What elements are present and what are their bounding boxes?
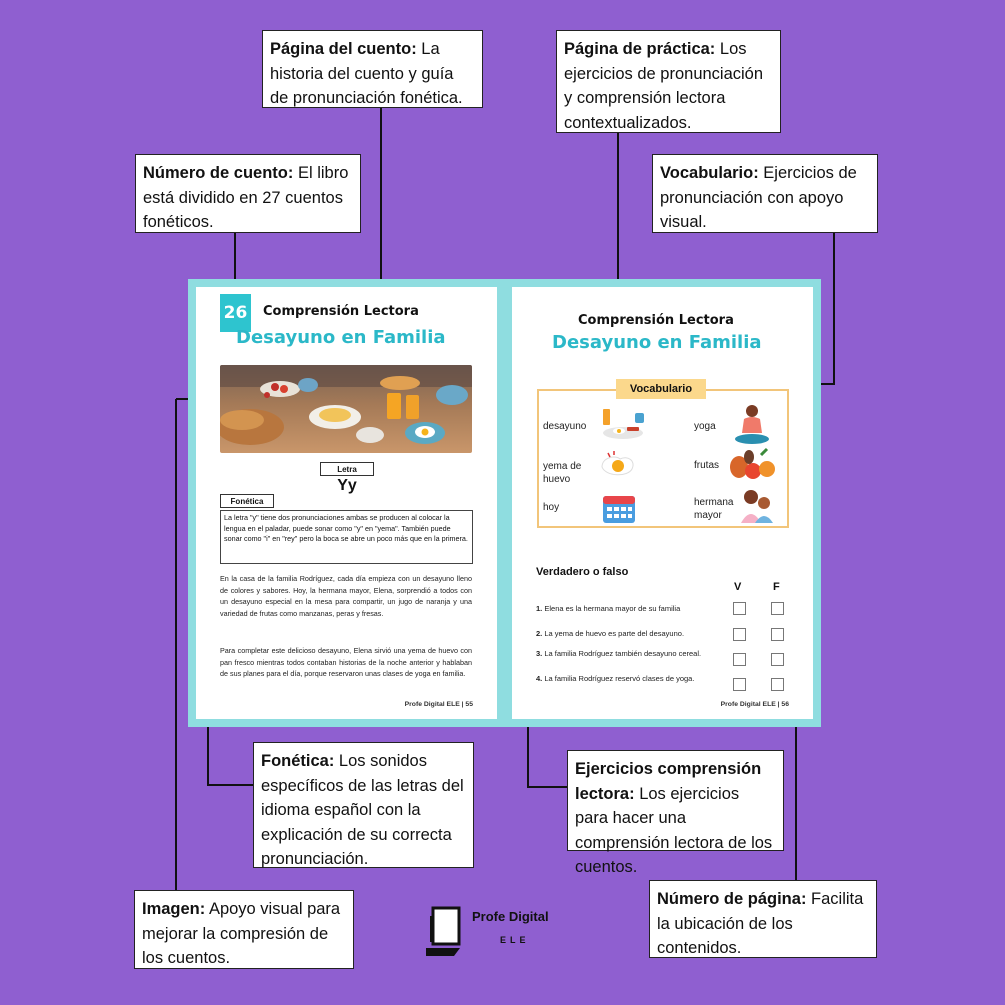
question-1: 1. Elena es la hermana mayor de su familia — [536, 604, 681, 613]
checkbox-false-4[interactable] — [771, 678, 784, 691]
callout-pagina-practica: Página de práctica: Los ejercicios de pronunciación y comprensión lectora contextualizados. — [556, 30, 781, 133]
callout-fonetica: Fonética: Los sonidos específicos de las letras del idioma español con la explicación de su correcta pronunciación. — [253, 742, 474, 868]
page-footer: Profe Digital ELE | 56 — [720, 701, 789, 708]
story-paragraph-1: En la casa de la familia Rodríguez, cada día empieza con un desayuno lleno de colores y sabores. Hoy, la hermana mayor, Elena, sorprendió a todos con un desayuno especial en la mesa para compartir, un jugo de naranja y una variedad de frutas como manzanas, peras y fresas. — [220, 574, 472, 618]
vocab-frutas: frutas — [694, 460, 720, 471]
brand-name: Profe Digital — [472, 909, 549, 924]
callout-imagen: Imagen: Apoyo visual para mejorar la compresión de los cuentos. — [134, 890, 354, 969]
book-spread — [188, 279, 821, 727]
callout-vocabulario: Vocabulario: Ejercicios de pronunciación con apoyo visual. — [652, 154, 878, 233]
calendar-icon — [602, 492, 636, 524]
question-3: 3. La familia Rodríguez también desayuno cereal. — [536, 649, 702, 658]
callout-ejercicios: Ejercicios comprensión lectora: Los ejercicios para hacer una comprensión lectora de los cuentos. — [567, 750, 784, 851]
story-title: Desayuno en Familia — [236, 327, 446, 348]
story-title: Desayuno en Familia — [552, 332, 762, 353]
letter-label: Letra — [320, 462, 374, 476]
brand-subtitle: ELE — [500, 935, 530, 945]
breakfast-photo — [220, 365, 472, 453]
vocab-yema: yema de huevo — [543, 461, 582, 485]
breakfast-icon — [599, 405, 647, 441]
true-header: V — [734, 581, 742, 593]
vocab-hermana: hermana mayor — [694, 497, 734, 521]
vocab-desayuno: desayuno — [543, 421, 587, 432]
page-footer: Profe Digital ELE | 55 — [404, 701, 473, 708]
vocabulary-label: Vocabulario — [616, 379, 706, 399]
checkbox-false-3[interactable] — [771, 653, 784, 666]
checkbox-false-1[interactable] — [771, 602, 784, 615]
section-title: Comprensión Lectora — [263, 304, 419, 319]
section-title: Comprensión Lectora — [578, 313, 734, 328]
checkbox-true-1[interactable] — [733, 602, 746, 615]
checkbox-true-3[interactable] — [733, 653, 746, 666]
fonetica-text: La letra "y" tiene dos pronunciaciones ambas se producen al colocar la lengua en el paladar, puede sonar como "y" en "yema". También puede sonar como "i" en "rey" pero la boca se abre un poco más que en la primera. — [220, 510, 473, 564]
letter: Yy — [337, 477, 357, 494]
yoga-icon — [734, 403, 770, 447]
callout-numero-cuento: Número de cuento: El libro está dividido en 27 cuentos fonéticos. — [135, 154, 361, 233]
question-4: 4. La familia Rodríguez reservó clases de yoga. — [536, 674, 695, 683]
checkbox-true-4[interactable] — [733, 678, 746, 691]
story-number-badge: 26 — [220, 294, 251, 332]
callout-numero-pagina: Número de página: Facilita la ubicación de los contenidos. — [649, 880, 877, 958]
fonetica-label: Fonética — [220, 494, 274, 508]
egg-icon — [598, 451, 638, 479]
fruits-icon — [727, 447, 779, 481]
question-2: 2. La yema de huevo es parte del desayuno. — [536, 629, 685, 638]
vocab-yoga: yoga — [694, 421, 716, 432]
callout-pagina-cuento: Página del cuento: La historia del cuento y guía de pronunciación fonética. — [262, 30, 483, 108]
sisters-icon — [737, 485, 777, 525]
false-header: F — [773, 581, 780, 593]
vocab-hoy: hoy — [543, 502, 560, 513]
checkbox-false-2[interactable] — [771, 628, 784, 641]
checkbox-true-2[interactable] — [733, 628, 746, 641]
story-page — [196, 287, 497, 719]
computer-icon — [424, 906, 464, 958]
true-false-title: Verdadero o falso — [536, 566, 629, 578]
story-paragraph-2: Para completar este delicioso desayuno, Elena sirvió una yema de huevo con pan fresco mientras todos contaban historias de la noche anterior y hablaban de sus planes para el día, porque reservaron unas clases de yoga en familia. — [220, 646, 472, 679]
practice-page — [512, 287, 813, 719]
